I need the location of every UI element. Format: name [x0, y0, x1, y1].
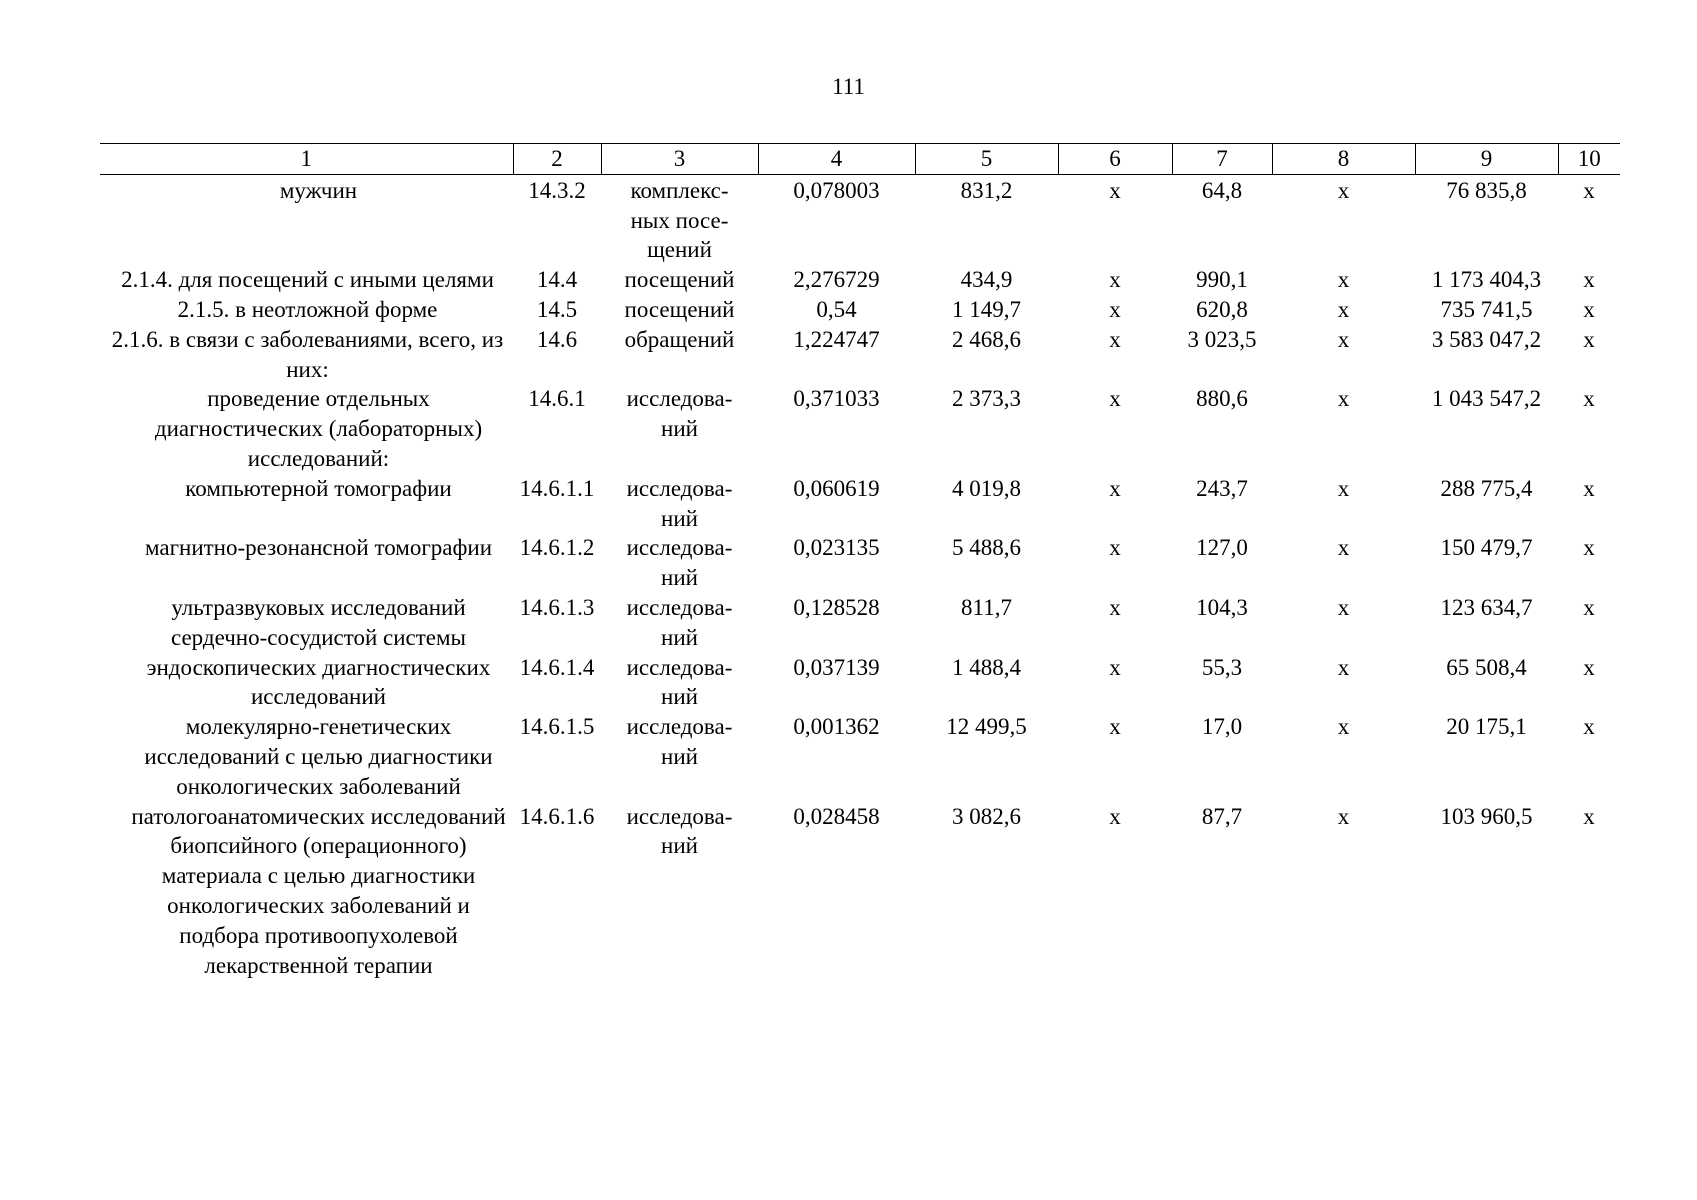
- row-code: 14.6.1.1: [519, 475, 595, 501]
- col-5-value: 2 373,3: [952, 386, 1021, 412]
- col-9-value: 1 173 404,3: [1431, 267, 1542, 293]
- column-number-header: [100, 144, 1620, 175]
- col-9-value: 103 960,5: [1440, 803, 1533, 829]
- unit-of-measure: посещений: [624, 267, 735, 293]
- col-6-value: х: [1109, 267, 1121, 293]
- col-9-value: 288 775,4: [1440, 475, 1533, 501]
- col-10-value: х: [1583, 654, 1595, 680]
- col-8-value: х: [1337, 535, 1350, 561]
- row-code: 14.6.1.3: [519, 594, 595, 620]
- col-10-value: х: [1583, 475, 1595, 501]
- col-5-value: 811,7: [961, 594, 1012, 620]
- col-7-value: 87,7: [1201, 803, 1243, 829]
- indicator-name: 2.1.4. для посещений с иными целями: [121, 267, 494, 293]
- indicator-name: магнитно-резонансной томографии: [144, 535, 493, 561]
- col-7-value: 990,1: [1196, 267, 1248, 293]
- col-9-value: 65 508,4: [1446, 654, 1527, 680]
- unit-of-measure: исследова-ний: [626, 803, 733, 859]
- col-4-value: 1,224747: [793, 326, 880, 352]
- col-10-value: х: [1583, 535, 1595, 561]
- column-header: 4: [758, 144, 915, 175]
- col-4-value: 0,371033: [793, 386, 880, 412]
- col-4-value: 0,54: [816, 296, 857, 322]
- col-4-value: 0,001362: [793, 714, 880, 740]
- row-code: 14.6.1.2: [519, 535, 595, 561]
- unit-of-measure: исследова-ний: [626, 386, 733, 442]
- col-4-value: 0,037139: [793, 654, 880, 680]
- col-10-value: х: [1583, 296, 1595, 322]
- table-row: [100, 174, 1620, 265]
- col-7-value: 620,8: [1196, 296, 1248, 322]
- indicator-name: компьютерной томографии: [185, 475, 452, 501]
- col-7-value: 243,7: [1196, 475, 1248, 501]
- column-header: 7: [1172, 144, 1272, 175]
- col-5-value: 434,9: [960, 267, 1013, 293]
- col-4-value: 0,060619: [793, 475, 880, 501]
- col-4-value: 0,028458: [793, 803, 880, 829]
- col-5-value: 5 488,6: [952, 535, 1021, 561]
- col-4-value: 0,078003: [793, 177, 880, 203]
- indicator-name: патологоанатомических исследований биопсийного (операционного) материала с целью диагностики онкологических заболеваний и подбора противоопухолевой лекарственной терапии: [131, 803, 506, 978]
- row-code: 14.6.1.4: [519, 654, 595, 680]
- col-4-value: 2,276729: [793, 267, 880, 293]
- col-8-value: х: [1337, 475, 1350, 501]
- table-row: [100, 802, 1620, 981]
- col-6-value: х: [1109, 296, 1121, 322]
- unit-of-measure: исследова-ний: [626, 594, 733, 650]
- col-8-value: х: [1337, 386, 1350, 412]
- indicator-name: 2.1.5. в неотложной форме: [177, 296, 438, 322]
- row-code: 14.6: [536, 326, 578, 352]
- column-header: 8: [1272, 144, 1415, 175]
- col-6-value: х: [1109, 714, 1121, 740]
- col-5-value: 3 082,6: [952, 803, 1021, 829]
- table-row: [100, 295, 1620, 325]
- col-6-value: х: [1109, 654, 1121, 680]
- col-7-value: 17,0: [1201, 714, 1243, 740]
- row-code: 14.6.1: [528, 386, 586, 412]
- col-5-value: 1 488,4: [952, 654, 1021, 680]
- page-number: 111: [832, 74, 865, 99]
- col-6-value: х: [1109, 475, 1121, 501]
- column-header: 5: [915, 144, 1058, 175]
- col-7-value: 3 023,5: [1187, 326, 1257, 352]
- table-row: [100, 653, 1620, 713]
- table-row: [100, 265, 1620, 295]
- table-row: [100, 325, 1620, 385]
- column-header: 10: [1558, 144, 1620, 175]
- col-5-value: 1 149,7: [952, 296, 1021, 322]
- unit-of-measure: обращений: [624, 326, 735, 352]
- col-10-value: х: [1583, 803, 1595, 829]
- col-8-value: х: [1337, 594, 1350, 620]
- column-header: 6: [1058, 144, 1172, 175]
- column-header: 9: [1415, 144, 1558, 175]
- col-6-value: х: [1109, 535, 1121, 561]
- indicator-name: эндоскопических диагностических исследований: [146, 654, 491, 710]
- col-7-value: 127,0: [1196, 535, 1248, 561]
- row-code: 14.3.2: [528, 177, 586, 203]
- col-8-value: х: [1337, 296, 1350, 322]
- column-header: 1: [100, 144, 513, 175]
- col-8-value: х: [1337, 654, 1350, 680]
- col-7-value: 64,8: [1201, 177, 1243, 203]
- col-9-value: 20 175,1: [1446, 714, 1527, 740]
- col-7-value: 55,3: [1201, 654, 1243, 680]
- indicator-name: ультразвуковых исследований сердечно-сосудистой системы: [170, 594, 467, 650]
- col-7-value: 880,6: [1196, 386, 1248, 412]
- data-table: [100, 143, 1620, 980]
- col-5-value: 4 019,8: [952, 475, 1021, 501]
- col-8-value: х: [1337, 803, 1350, 829]
- column-header: 2: [513, 144, 601, 175]
- col-4-value: 0,128528: [793, 594, 880, 620]
- row-code: 14.6.1.5: [519, 714, 595, 740]
- col-6-value: х: [1109, 177, 1121, 203]
- col-9-value: 150 479,7: [1440, 535, 1533, 561]
- col-10-value: х: [1583, 386, 1595, 412]
- col-9-value: 735 741,5: [1440, 296, 1533, 322]
- table-row: [100, 712, 1620, 801]
- col-6-value: х: [1109, 594, 1121, 620]
- col-8-value: х: [1337, 714, 1350, 740]
- indicator-name: 2.1.6. в связи с заболеваниями, всего, из них:: [111, 326, 504, 382]
- col-9-value: 76 835,8: [1446, 177, 1527, 203]
- col-5-value: 831,2: [960, 177, 1013, 203]
- col-9-value: 123 634,7: [1440, 594, 1533, 620]
- col-8-value: х: [1337, 326, 1350, 352]
- unit-of-measure: комплекс-ных посе-щений: [630, 177, 729, 263]
- col-6-value: х: [1109, 386, 1121, 412]
- indicator-name: молекулярно-генетических исследований с целью диагностики онкологических заболеваний: [144, 714, 493, 799]
- col-10-value: х: [1583, 267, 1595, 293]
- row-code: 14.6.1.6: [519, 803, 595, 829]
- unit-of-measure: исследова-ний: [626, 654, 733, 710]
- col-4-value: 0,023135: [793, 535, 880, 561]
- indicator-name: проведение отдельных диагностических (лабораторных) исследований:: [154, 386, 483, 471]
- table-row: [100, 533, 1620, 593]
- col-9-value: 3 583 047,2: [1431, 326, 1542, 352]
- unit-of-measure: исследова-ний: [626, 714, 733, 769]
- col-10-value: х: [1583, 594, 1595, 620]
- col-7-value: 104,3: [1196, 594, 1248, 620]
- column-header: 3: [601, 144, 758, 175]
- unit-of-measure: исследова-ний: [626, 535, 733, 591]
- col-10-value: х: [1583, 326, 1595, 352]
- table-row: [100, 384, 1620, 473]
- col-10-value: х: [1583, 714, 1595, 740]
- indicator-name: мужчин: [279, 177, 358, 203]
- col-5-value: 12 499,5: [946, 714, 1027, 740]
- col-10-value: х: [1583, 177, 1595, 203]
- row-code: 14.5: [536, 296, 578, 322]
- col-8-value: х: [1337, 177, 1350, 203]
- table-row: [100, 474, 1620, 534]
- row-code: 14.4: [536, 267, 578, 293]
- unit-of-measure: посещений: [624, 296, 735, 322]
- col-5-value: 2 468,6: [952, 326, 1021, 352]
- table-row: [100, 593, 1620, 653]
- col-9-value: 1 043 547,2: [1431, 386, 1542, 412]
- col-8-value: х: [1337, 267, 1350, 293]
- unit-of-measure: исследова-ний: [626, 475, 733, 531]
- col-6-value: х: [1109, 326, 1121, 352]
- col-6-value: х: [1109, 803, 1121, 829]
